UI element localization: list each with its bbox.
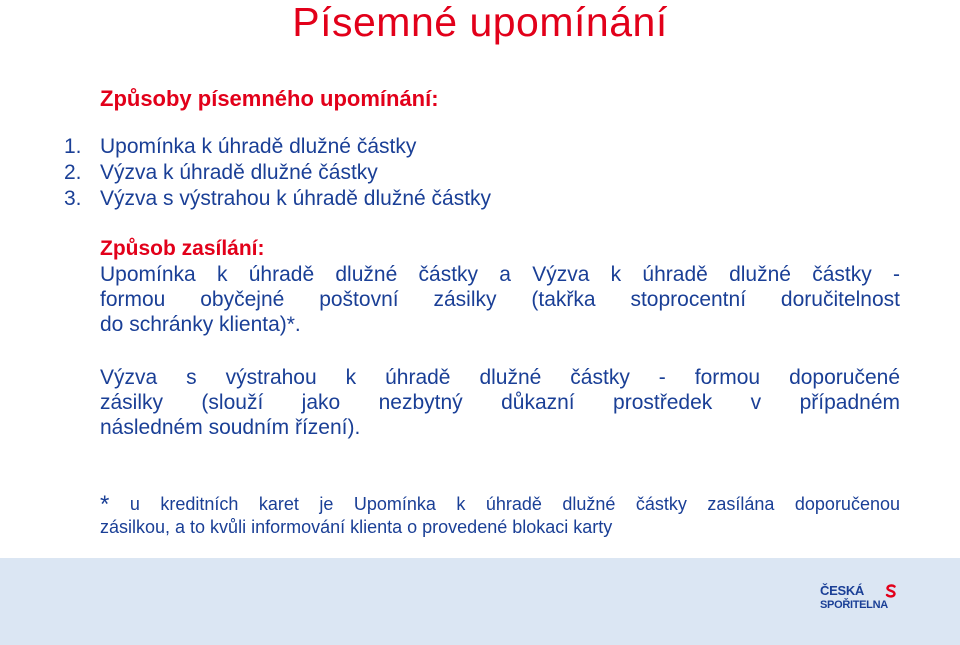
list-item-number: 2. <box>64 161 82 184</box>
delivery-paragraph-2-line: Výzva s výstrahou k úhradě dlužné částky - formou doporučené <box>100 366 900 389</box>
sporitelna-s-icon <box>884 584 898 598</box>
list-item <box>64 134 416 159</box>
list-item-text: Upomínka k úhradě dlužné částky <box>100 135 417 158</box>
page-title: Písemné upomínání <box>292 0 668 45</box>
methods-heading: Způsoby písemného upomínání: <box>100 86 439 111</box>
list-item-number: 3. <box>64 187 82 210</box>
footnote-text: u kreditních karet je Upomínka k úhradě dlužné částky zasílána doporučenou <box>129 494 900 514</box>
delivery-heading: Způsob zasílání: <box>100 237 265 260</box>
ceska-sporitelna-logo <box>820 583 902 615</box>
delivery-paragraph-2-line: zásilky (slouží jako nezbytný důkazní prostředek v případném <box>100 391 900 414</box>
list-item-number: 1. <box>64 135 82 158</box>
list-item <box>64 186 491 211</box>
list-item <box>64 160 378 185</box>
footnote-asterisk: * <box>100 491 110 518</box>
list-item-text: Výzva k úhradě dlužné částky <box>100 161 378 184</box>
delivery-paragraph-1-line: formou obyčejné poštovní zásilky (takřka stoprocentní doručitelnost <box>100 288 900 311</box>
delivery-paragraph-1-line: Upomínka k úhradě dlužné částky a Výzva k úhradě dlužné částky - <box>100 263 900 286</box>
delivery-paragraph-2-line: následném soudním řízení). <box>100 416 361 439</box>
logo-line-2: SPOŘITELNA <box>820 599 888 611</box>
footnote-line <box>100 492 900 517</box>
logo-line-1: ČESKÁ <box>820 583 865 598</box>
footnote-line: zásilkou, a to kvůli informování klienta o provedené blokaci karty <box>100 517 613 537</box>
list-item-text: Výzva s výstrahou k úhradě dlužné částky <box>100 187 492 210</box>
delivery-paragraph-1-line: do schránky klienta)*. <box>100 313 301 336</box>
footer-band <box>0 558 960 645</box>
